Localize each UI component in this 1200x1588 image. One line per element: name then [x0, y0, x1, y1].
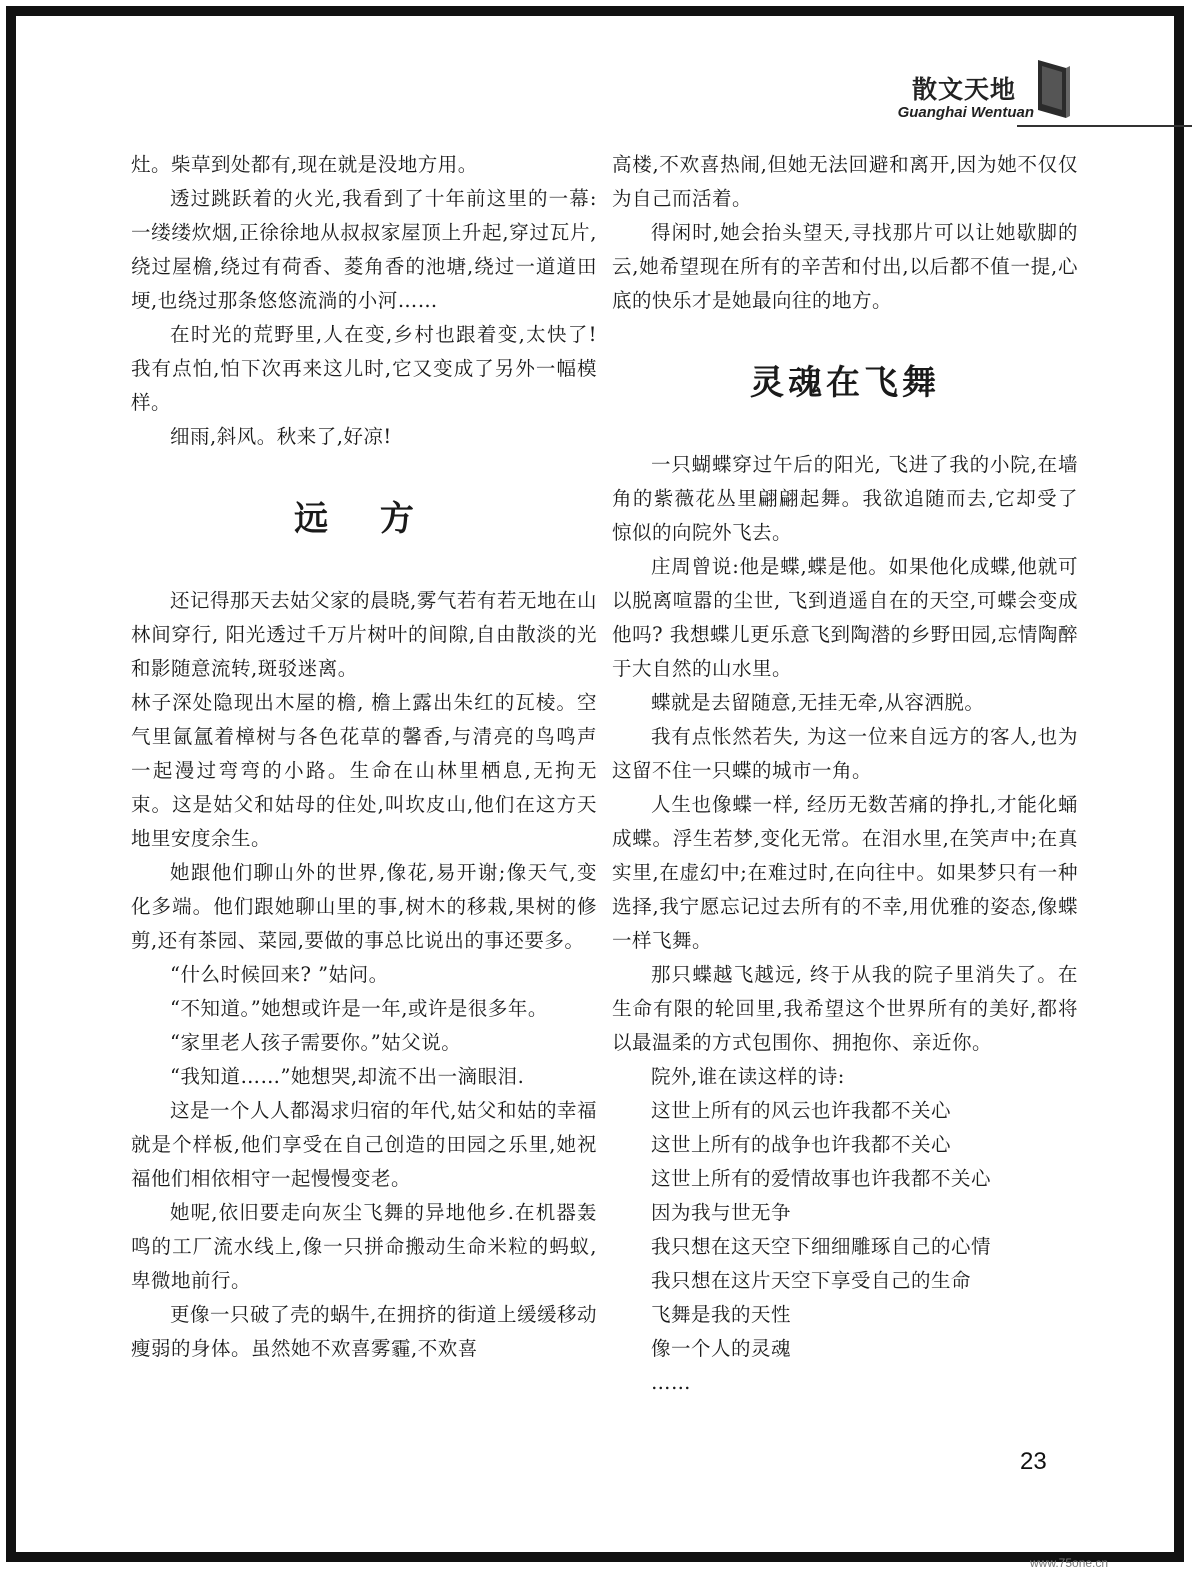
section-header-title: 散文天地 [911, 75, 1016, 104]
right-column [612, 148, 1078, 1400]
poem-line: 我只想在这片天空下享受自己的生命 [651, 1269, 972, 1292]
paragraph: 高楼,不欢喜热闹,但她无法回避和离开,因为她不仅仅为自己而活着。 [612, 153, 1078, 210]
poem-line: 这世上所有的爱情故事也许我都不关心 [651, 1167, 992, 1190]
poem-line: …… [651, 1371, 691, 1394]
page-number: 23 [1020, 1448, 1047, 1475]
article-title: 远 方 [294, 499, 434, 539]
paragraph: 我有点怅然若失, 为这一位来自远方的客人,也为这留不住一只蝶的城市一角。 [612, 725, 1078, 782]
poem-line: 飞舞是我的天性 [651, 1303, 792, 1326]
paragraph: 这是一个人人都渴求归宿的年代,姑父和姑的幸福就是个样板,他们享受在自己创造的田园之乐里,她祝福他们相依相守一起慢慢变老。 [131, 1099, 597, 1190]
paragraph: 院外,谁在读这样的诗: [651, 1065, 845, 1088]
watermark: www.75one.cn [1030, 1556, 1109, 1570]
dialogue-line: “不知道。”她想或许是一年,或许是很多年。 [170, 997, 548, 1020]
poem-line: 我只想在这天空下细细雕琢自己的心情 [651, 1235, 992, 1258]
paragraph: 庄周曾说:他是蝶,蝶是他。如果他化成蝶,他就可以脱离喧嚣的尘世, 飞到逍遥自在的天空,可蝶会变成他吗? 我想蝶儿更乐意飞到陶潜的乡野田园,忘情陶醉于大自然的山水里。 [612, 555, 1078, 680]
paragraph: 一只蝴蝶穿过午后的阳光, 飞进了我的小院,在墙角的紫薇花丛里翩翩起舞。我欲追随而去,它却受了惊似的向院外飞去。 [612, 453, 1078, 544]
book-icon [1036, 56, 1072, 122]
paragraph: 她呢,依旧要走向灰尘飞舞的异地他乡.在机器轰鸣的工厂流水线上,像一只拼命搬动生命米粒的蚂蚁,卑微地前行。 [131, 1201, 597, 1292]
paragraph: 林子深处隐现出木屋的檐, 檐上露出朱红的瓦棱。空气里氤氲着樟树与各色花草的馨香,与清亮的鸟鸣声一起漫过弯弯的小路。生命在山林里栖息,无拘无束。这是姑父和姑母的住处,叫坎皮山,他们在这方天地里安度余生。 [131, 691, 597, 850]
poem-line: 这世上所有的战争也许我都不关心 [651, 1133, 952, 1156]
paragraph: 细雨,斜风。秋来了,好凉! [170, 425, 392, 448]
poem-line: 这世上所有的风云也许我都不关心 [651, 1099, 952, 1122]
dialogue-line: “什么时候回来? ”姑问。 [170, 963, 389, 986]
page-header [862, 48, 1192, 130]
left-column [131, 148, 597, 1366]
dialogue-line: “家里老人孩子需要你。”姑父说。 [170, 1031, 462, 1054]
section-header-subtitle: Guanghai Wentuan [897, 104, 1034, 121]
dialogue-line: “我知道……”她想哭,却流不出一滴眼泪. [170, 1065, 525, 1088]
paragraph: 灶。柴草到处都有,现在就是没地方用。 [131, 153, 478, 176]
paragraph: 蝶就是去留随意,无挂无牵,从容洒脱。 [651, 691, 985, 714]
paragraph: 那只蝶越飞越远, 终于从我的院子里消失了。在生命有限的轮回里,我希望这个世界所有的美好,都将以最温柔的方式包围你、拥抱你、亲近你。 [612, 963, 1078, 1054]
paragraph: 还记得那天去姑父家的晨晓,雾气若有若无地在山林间穿行, 阳光透过千万片树叶的间隙,自由散淡的光和影随意流转,斑驳迷离。 [131, 589, 597, 680]
header-rule [1017, 125, 1192, 127]
paragraph: 人生也像蝶一样, 经历无数苦痛的挣扎,才能化蛹成蝶。浮生若梦,变化无常。在泪水里,在笑声中;在真实里,在虚幻中;在难过时,在向往中。如果梦只有一种选择,我宁愿忘记过去所有的不幸,用优雅的姿态,像蝶一样飞舞。 [612, 793, 1078, 952]
paragraph: 她跟他们聊山外的世界,像花,易开谢;像天气,变化多端。他们跟她聊山里的事,树木的移栽,果树的修剪,还有茶园、菜园,要做的事总比说出的事还要多。 [131, 861, 597, 952]
poem-line: 像一个人的灵魂 [651, 1337, 792, 1360]
paragraph: 透过跳跃着的火光,我看到了十年前这里的一幕:一缕缕炊烟,正徐徐地从叔叔家屋顶上升起,穿过瓦片,绕过屋檐,绕过有荷香、菱角香的池塘,绕过一道道田埂,也绕过那条悠悠流淌的小河…… [131, 187, 597, 312]
paragraph: 得闲时,她会抬头望天,寻找那片可以让她歇脚的云,她希望现在所有的辛苦和付出,以后都不值一提,心底的快乐才是她最向往的地方。 [612, 221, 1078, 312]
paragraph: 更像一只破了壳的蜗牛,在拥挤的街道上缓缓移动瘦弱的身体。虽然她不欢喜雾霾,不欢喜 [131, 1303, 597, 1360]
article-title: 灵魂在飞舞 [750, 363, 940, 403]
poem-line: 因为我与世无争 [651, 1201, 792, 1224]
paragraph: 在时光的荒野里,人在变,乡村也跟着变,太快了! 我有点怕,怕下次再来这儿时,它又变成了另外一幅模样。 [131, 323, 597, 414]
